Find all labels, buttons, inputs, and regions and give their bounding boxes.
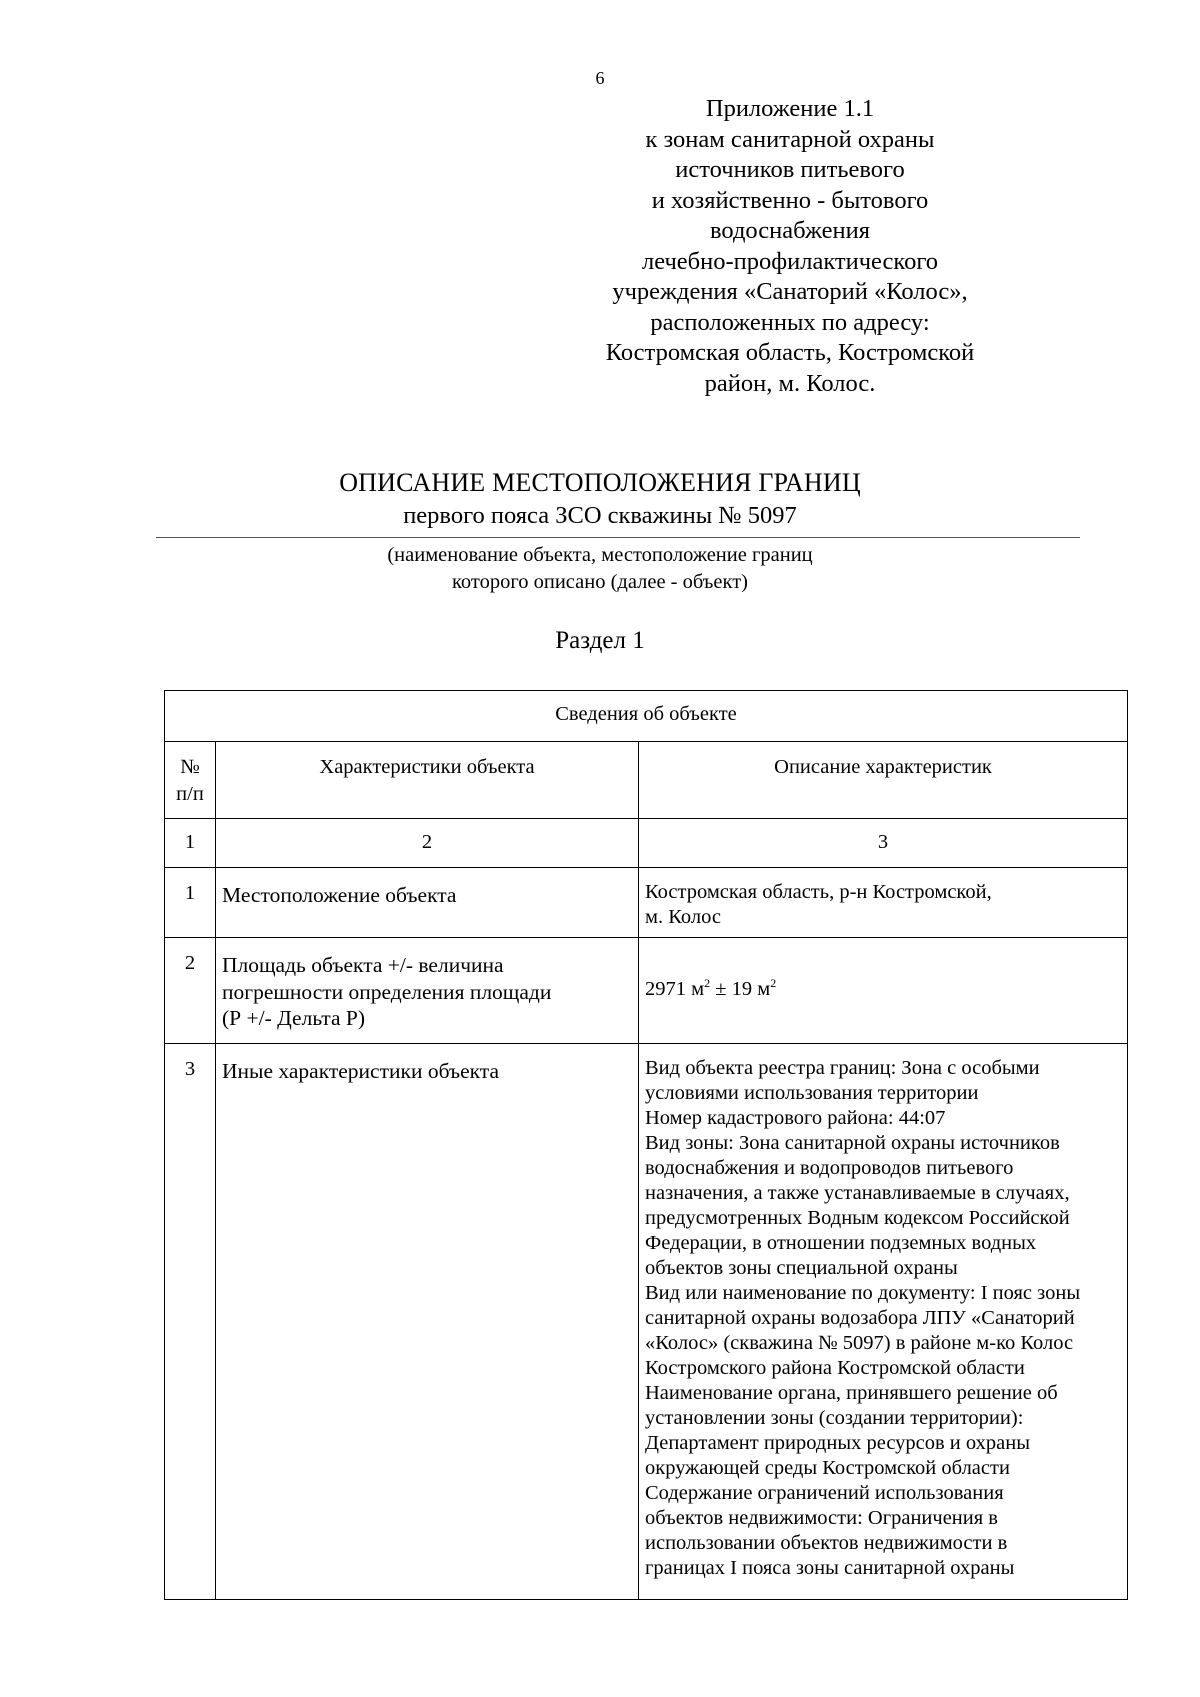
row-number: 3	[165, 1044, 216, 1600]
description-line: условиями использования территории	[645, 1082, 979, 1104]
row-description	[639, 1044, 1128, 1600]
appendix-line: к зонам санитарной охраны	[645, 125, 935, 153]
description-line: назначения, а также устанавливаемые в случаях,	[645, 1182, 1070, 1204]
appendix-line: район, м. Колос.	[704, 369, 876, 397]
description-line: Костромского района Костромской области	[645, 1357, 1025, 1379]
title-underline	[156, 537, 1080, 538]
appendix-line: Приложение 1.1	[705, 95, 875, 122]
description-line: «Колос» (скважина № 5097) в районе м-ко Колос	[645, 1332, 1074, 1354]
description-line: м. Колос	[645, 906, 721, 928]
appendix-block	[580, 94, 1000, 399]
appendix-line: источников питьевого	[675, 156, 905, 183]
description-lines	[639, 1044, 1127, 1581]
characteristic-line: Площадь объекта +/- величина	[222, 953, 504, 977]
description-line: Вид зоны: Зона санитарной охраны источников	[645, 1132, 1060, 1154]
appendix-line: лечебно-профилактического	[641, 247, 939, 275]
column-header-row	[165, 742, 1128, 819]
description-line: водоснабжения и водопроводов питьевого	[645, 1157, 1014, 1179]
description-line: Номер кадастрового района: 44:07	[645, 1107, 946, 1129]
column-header-num	[165, 742, 216, 819]
num-symbol: №	[180, 756, 200, 778]
caption-line: (наименование объекта, местоположение границ	[387, 544, 813, 566]
description-line: Костромская область, р-н Костромской,	[645, 881, 992, 903]
row-characteristic	[216, 938, 639, 1044]
area-value: 2971 $м^2 \pm 19$ $м^2$	[645, 976, 777, 1000]
appendix-line: Костромская область, Костромской	[605, 339, 975, 366]
description-line: границах I пояса зоны санитарной охраны	[645, 1557, 1015, 1579]
object-info-table	[164, 690, 1128, 1600]
row-description	[639, 868, 1128, 938]
description-line: использовании объектов недвижимости в	[645, 1532, 1008, 1554]
description-line: объектов недвижимости: Ограничения в	[645, 1507, 998, 1529]
table-row	[165, 868, 1128, 938]
row-characteristic: Местоположение объекта	[216, 868, 639, 938]
description-line: окружающей среды Костромской области	[645, 1457, 1010, 1479]
row-description	[639, 938, 1128, 1044]
row-characteristic: Иные характеристики объекта	[216, 1044, 639, 1600]
description-line: Департамент природных ресурсов и охраны	[645, 1432, 1030, 1454]
column-number: 3	[639, 819, 1128, 868]
description-line: Наименование органа, принявшего решение об	[645, 1382, 1058, 1404]
document-title: ОПИСАНИЕ МЕСТОПОЛОЖЕНИЯ ГРАНИЦ	[339, 468, 861, 497]
description-line: Вид или наименование по документу: I пояс зоны	[645, 1282, 1081, 1304]
description-line: Федерации, в отношении подземных водных	[645, 1232, 1037, 1254]
description-line: Вид объекта реестра границ: Зона с особыми	[645, 1057, 1040, 1079]
num-abbrev: п/п	[176, 783, 204, 805]
row-number: 2	[165, 938, 216, 1044]
title-caption	[0, 542, 1200, 596]
description-line: установлении зоны (создании территории):	[645, 1407, 1024, 1429]
description-line: объектов зоны специальной охраны	[645, 1257, 958, 1279]
document-subtitle: первого пояса ЗСО скважины № 5097	[403, 502, 797, 529]
appendix-line: учреждения «Санаторий «Колос»,	[612, 278, 968, 305]
characteristic-line: погрешности определения площади	[222, 979, 552, 1004]
row-number: 1	[165, 868, 216, 938]
caption-line: которого описано (далее - объект)	[452, 571, 748, 593]
column-header-description: Описание характеристик	[639, 742, 1128, 819]
column-number-row	[165, 819, 1128, 868]
table-row	[165, 1044, 1128, 1600]
appendix-line: и хозяйственно - бытового	[651, 186, 929, 214]
column-header-characteristics: Характеристики объекта	[216, 742, 639, 819]
table-row	[165, 938, 1128, 1044]
description-line: Содержание ограничений использования	[645, 1482, 1004, 1504]
appendix-line: расположенных по адресу:	[650, 308, 930, 336]
section-heading: Раздел 1	[555, 627, 645, 654]
description-line: санитарной охраны водозабора ЛПУ «Санаторий	[645, 1307, 1075, 1329]
characteristic-line: (Р +/- Дельта Р)	[222, 1006, 366, 1030]
column-number: 2	[216, 819, 639, 868]
description-line: предусмотренных Водным кодексом Российской	[645, 1207, 1070, 1229]
column-number: 1	[165, 819, 216, 868]
page-number: 6	[595, 68, 605, 88]
table-header: Сведения об объекте	[165, 691, 1128, 742]
appendix-line: водоснабжения	[710, 217, 870, 244]
